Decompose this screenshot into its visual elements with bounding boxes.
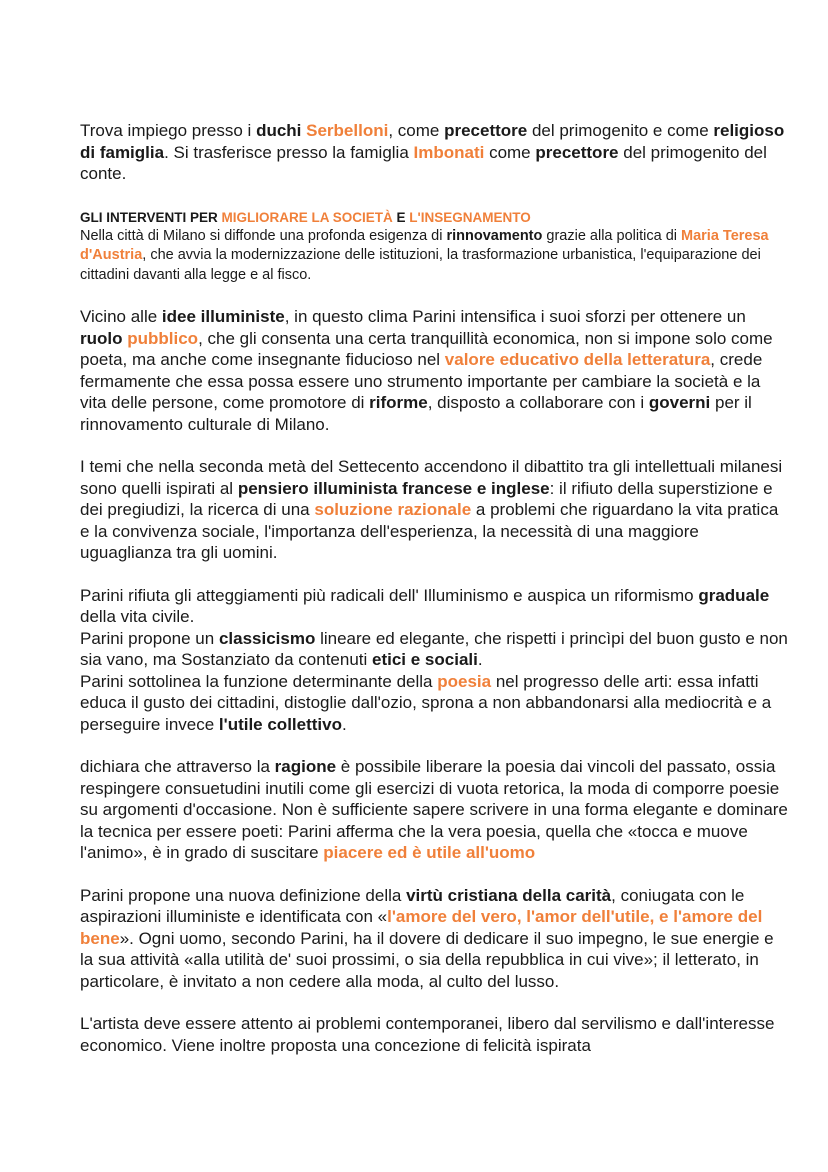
text-run: , come	[388, 121, 445, 140]
paragraph-funzione-poesia	[80, 671, 788, 736]
text-run: del primogenito e come	[527, 121, 714, 140]
bold-text: riforme	[369, 393, 428, 412]
text-run: della vita civile.	[80, 607, 195, 626]
text-run: nel progresso delle arti: essa infatti educa il gusto dei cittadini, distoglie dall'ozio, sprona a non abbandonarsi alla mediocrità e a perseguire invece	[80, 671, 772, 734]
section-heading	[80, 209, 788, 227]
bold-text: virtù cristiana della carità	[406, 885, 612, 905]
text-run: è possibile liberare la poesia dai vincoli del passato, ossia respingere consuetudini inutili come gli esercizi di vuota retorica, la moda di comporre poesie su argomenti d'occasione. Non è sufficiente sapere scrivere in una forma elegante e dominare la tecnica per essere poeti: Parini afferma che la vera poesia, quella che «tocca e muove l'animo», è in grado di suscitare	[80, 757, 788, 862]
paragraph-idee-illuministe	[80, 306, 788, 435]
paragraph-artista	[80, 1013, 788, 1056]
text-run: E	[392, 209, 410, 225]
bold-text: governi	[648, 393, 711, 412]
text-run: Parini propone una nuova definizione della	[80, 885, 407, 905]
text-run: , in questo clima Parini intensifica i suoi sforzi per ottenere un	[284, 307, 746, 326]
highlight-text: valore educativo della letteratura	[444, 350, 711, 369]
text-run: ». Ogni uomo, secondo Parini, ha il dovere di dedicare il suo impegno, le sue energie e la sua attività «alla utilità de' suoi prossimi, o sia della repubblica in cui vive»; il letterato, in particolare, è invitato a non cedere alla moda, al culto del lusso.	[80, 928, 774, 991]
highlight-text: Maria Teresa d'Austria	[80, 227, 769, 263]
text-run: , che gli consenta una certa tranquillità economica, non si impone solo come poeta, ma anche come insegnante fiducioso nel	[80, 328, 773, 369]
highlight-text: Serbelloni	[306, 121, 389, 140]
text-run: Trova impiego presso i	[80, 121, 257, 140]
text-run: , disposto a collaborare con i	[427, 393, 649, 412]
bold-text: precettore	[535, 142, 619, 162]
text-run: grazie alla politica di	[542, 227, 682, 244]
bold-text: graduale	[698, 585, 770, 605]
highlight-text: Imbonati	[413, 142, 485, 162]
text-run: .	[477, 650, 483, 669]
bold-text: classicismo	[218, 628, 316, 648]
paragraph-classicismo	[80, 628, 788, 671]
bold-text: religioso di famiglia	[80, 121, 785, 162]
bold-text: rinnovamento	[446, 227, 543, 244]
bold-text: idee illuministe	[161, 307, 285, 326]
text-run: . Si trasferisce presso la famiglia	[164, 142, 414, 162]
text-run: GLI INTERVENTI PER	[80, 209, 222, 225]
paragraph-milano-rinnovamento	[80, 227, 788, 286]
text-run: come	[484, 142, 536, 162]
paragraph-virtu-carita	[80, 885, 788, 993]
bold-text: precettore	[444, 121, 528, 140]
paragraph-intro	[80, 120, 788, 185]
bold-text: ruolo	[80, 328, 123, 348]
text-run: , che avvia la modernizzazione delle istituzioni, la trasformazione urbanistica, l'equiparazione dei cittadini davanti alla legge e al fisco.	[80, 247, 761, 283]
bold-text: pensiero illuminista francese e inglese	[237, 478, 550, 498]
text-run: a problemi che riguardano la vita pratica e la convivenza sociale, l'importanza dell'esperienza, la necessità di una maggiore uguaglianza tra gli uomini.	[80, 500, 779, 562]
text-run: , coniugata con le aspirazioni illuministe e identificata con «	[80, 885, 745, 926]
text-run: Parini sottolinea la funzione determinante della	[80, 671, 438, 691]
paragraph-ragione	[80, 756, 788, 864]
text-run: , crede fermamente che essa possa essere uno strumento importante per cambiare la società e la vita delle persone, come promotore di	[80, 350, 763, 412]
highlight-text: pubblico	[127, 328, 199, 348]
highlight-text: soluzione razionale	[314, 500, 472, 519]
highlight-text: piacere ed è utile all'uomo	[323, 843, 536, 862]
text-run: L'artista deve essere attento ai problemi contemporanei, libero dal servilismo e dall'interesse economico. Viene inoltre proposta una concezione di felicità ispirata	[80, 1014, 775, 1055]
paragraph-riformismo-graduale	[80, 585, 788, 628]
text-run: del primogenito del conte.	[80, 142, 767, 183]
text-run: : il rifiuto della superstizione e dei pregiudizi, la ricerca di una	[80, 478, 773, 519]
paragraph-temi-settecento	[80, 456, 788, 564]
text-run: Vicino alle	[80, 307, 162, 326]
highlight-text: l'amore del vero, l'amor dell'utile, e l'amore del bene	[80, 907, 763, 948]
text-run: dichiara che attraverso la	[80, 757, 275, 776]
bold-text: l'utile collettivo	[218, 714, 342, 734]
bold-text: duchi	[256, 121, 302, 140]
text-run: .	[341, 714, 347, 734]
text-run: per il rinnovamento culturale di Milano.	[80, 393, 752, 434]
text-run: Parini rifiuta gli atteggiamenti più radicali dell' Illuminismo e auspica un riformismo	[80, 585, 699, 605]
text-run: Parini propone un	[80, 628, 219, 648]
text-run: Nella città di Milano si diffonde una profonda esigenza di	[80, 227, 447, 244]
highlight-text: MIGLIORARE LA SOCIETÀ	[221, 209, 393, 225]
text-run: lineare ed elegante, che rispetti i princìpi del buon gusto e non sia vano, ma Sostanziato da contenuti	[80, 628, 788, 669]
bold-text: ragione	[274, 757, 337, 776]
bold-text: etici e sociali	[372, 650, 478, 669]
text-run: I temi che nella seconda metà del Settecento accendono il dibattito tra gli intellettuali milanesi sono quelli ispirati al	[80, 457, 783, 498]
highlight-text: poesia	[437, 671, 492, 691]
highlight-text: L'INSEGNAMENTO	[409, 209, 531, 225]
